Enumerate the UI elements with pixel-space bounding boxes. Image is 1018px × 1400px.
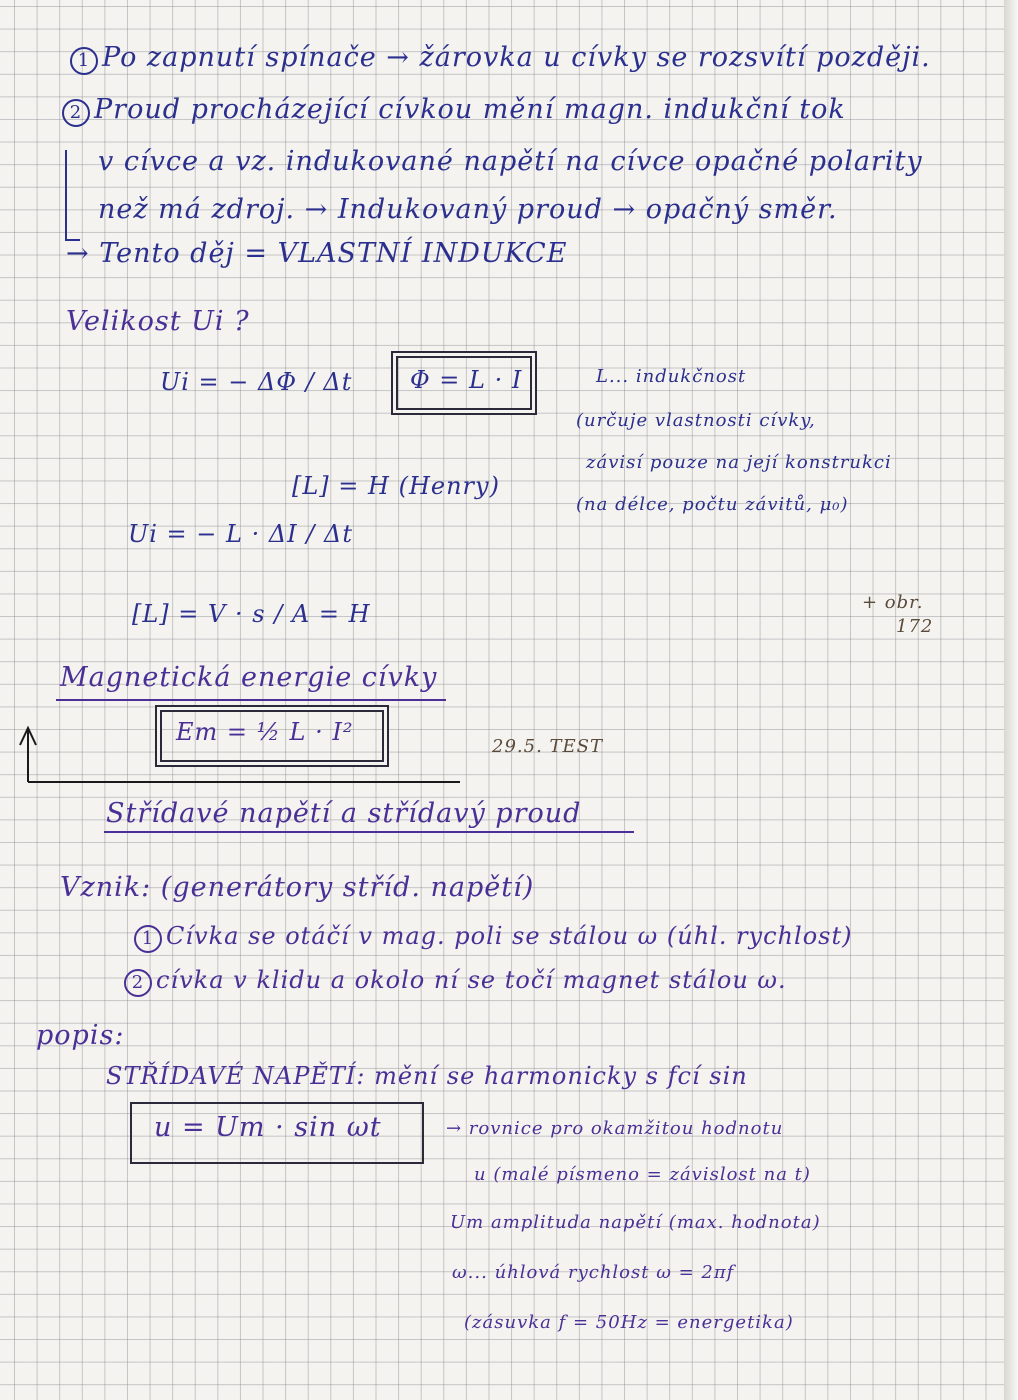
vznik-1 — [134, 922, 852, 953]
number-circle-3: 1 — [134, 925, 162, 953]
line-4: než má zdroj. → Indukovaný proud → opačný směr. — [98, 194, 838, 225]
formula-ui-2: Ui = − L · ΔI / Δt — [128, 520, 353, 548]
formula-unit-L: [L] = H (Henry) — [292, 472, 500, 500]
bracket-arrow — [66, 150, 80, 240]
desc-5: (zásuvka f = 50Hz = energetika) — [464, 1312, 794, 1333]
vznik-2-text: cívka v klidu a okolo ní se točí magnet stálou ω. — [156, 966, 787, 994]
number-circle-4: 2 — [124, 969, 152, 997]
velikost-heading: Velikost Ui ? — [66, 306, 250, 337]
energy-formula: Em = ½ L · I² — [176, 718, 354, 746]
formula-L-units: [L] = V · s / A = H — [132, 600, 371, 628]
stridave-napeti-line: STŘÍDAVÉ NAPĚTÍ: mění se harmonicky s fcí sin — [106, 1062, 748, 1090]
line-5: → Tento děj = VLASTNÍ INDUKCE — [66, 238, 568, 269]
desc-2: u (malé písmeno = závislost na t) — [474, 1164, 811, 1185]
test-date: 29.5. TEST — [492, 736, 604, 757]
energy-title: Magnetická energie cívky — [60, 662, 438, 693]
note-obr-num: 172 — [896, 616, 934, 637]
note-line-b: (určuje vlastnosti cívky, — [576, 410, 816, 431]
line-1 — [70, 42, 931, 75]
line-1-text: Po zapnutí spínače → žárovka u cívky se rozsvítí později. — [102, 42, 931, 73]
desc-3: Um amplituda napětí (max. hodnota) — [450, 1212, 821, 1233]
desc-4: ω... úhlová rychlost ω = 2πf — [452, 1262, 735, 1283]
popis-label: popis: — [36, 1020, 125, 1051]
number-circle-2: 2 — [62, 99, 90, 127]
line-2-text: Proud procházející cívkou mění magn. indukční tok — [94, 94, 846, 125]
desc-1: → rovnice pro okamžitou hodnotu — [446, 1118, 784, 1139]
number-circle-1: 1 — [70, 47, 98, 75]
formula-phi: Φ = L · I — [410, 366, 523, 394]
note-line-c: závisí pouze na její konstrukci — [586, 452, 892, 473]
vznik-line: Vznik: (generátory stříd. napětí) — [60, 872, 535, 903]
vznik-2 — [124, 966, 787, 997]
vznik-1-text: Cívka se otáčí v mag. poli se stálou ω (úhl. rychlost) — [166, 922, 853, 950]
ac-title: Střídavé napětí a střídavý proud — [106, 798, 582, 829]
note-inductance: L... indukčnost — [596, 366, 747, 387]
note-obr: + obr. — [862, 592, 924, 613]
formula-ui-1: Ui = − ΔΦ / Δt — [160, 368, 353, 396]
line-2 — [62, 94, 846, 127]
note-line-d: (na délce, počtu závitů, μ₀) — [576, 494, 849, 515]
ac-formula: u = Um · sin ωt — [154, 1112, 382, 1143]
line-3: v cívce a vz. indukované napětí na cívce opačné polarity — [98, 146, 923, 177]
